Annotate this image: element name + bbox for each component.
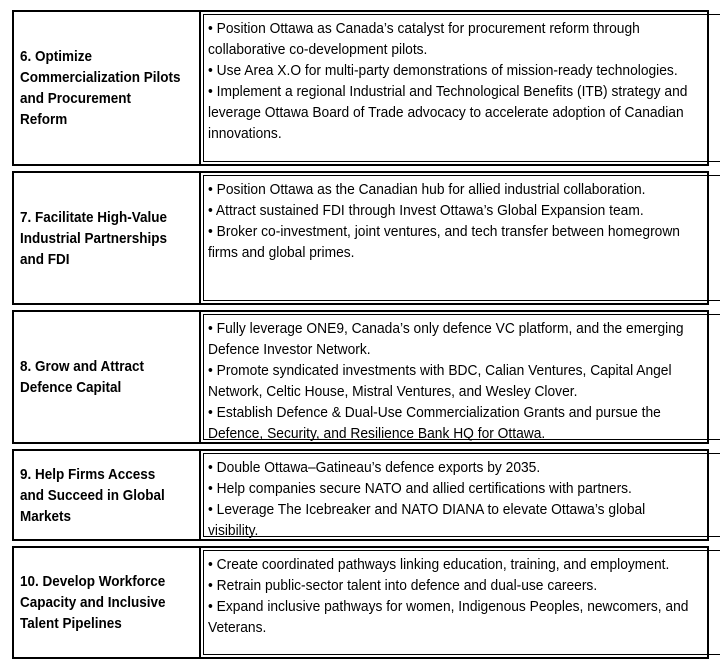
bullet-item: • Implement a regional Industrial and Technological Benefits (ITB) strategy and leverage Ottawa Board of Trade advocacy to accelerate adoption of Canadian innovations. — [208, 83, 688, 142]
row-title-cell — [14, 548, 201, 657]
bullet-item: • Leverage The Icebreaker and NATO DIANA to elevate Ottawa’s global visibility. — [208, 501, 646, 539]
row-bullets-cell — [203, 14, 720, 162]
bullet-item: • Retrain public-sector talent into defence and dual-use careers. — [208, 577, 598, 594]
row-bullets-cell — [203, 175, 720, 301]
row-bullets-cell — [203, 314, 720, 440]
row-title: 9. Help Firms Access and Succeed in Global Markets — [20, 465, 165, 525]
bullet-item: • Attract sustained FDI through Invest Ottawa’s Global Expansion team. — [208, 202, 644, 219]
bullet-item: • Position Ottawa as Canada’s catalyst for procurement reform through collaborative co-development pilots. — [208, 20, 640, 58]
bullet-item: • Create coordinated pathways linking education, training, and employment. — [208, 556, 670, 573]
bullet-item: • Expand inclusive pathways for women, Indigenous Peoples, newcomers, and Veterans. — [208, 598, 689, 636]
row-title: 7. Facilitate High-Value Industrial Partnerships and FDI — [20, 208, 168, 268]
row-title-cell — [14, 173, 201, 303]
bullet-item: • Fully leverage ONE9, Canada’s only defence VC platform, and the emerging Defence Investor Network. — [208, 320, 684, 358]
row-title-cell — [14, 12, 201, 164]
table-row — [12, 449, 709, 541]
bullet-item: • Position Ottawa as the Canadian hub for allied industrial collaboration. — [208, 181, 646, 198]
bullet-item: • Double Ottawa–Gatineau’s defence exports by 2035. — [208, 459, 541, 476]
table-row — [12, 10, 709, 166]
row-bullets-cell — [203, 453, 720, 537]
bullet-item: • Establish Defence & Dual-Use Commercialization Grants and pursue the Defence, Security, and Resilience Bank HQ for Ottawa. — [208, 404, 661, 442]
row-title: 10. Develop Workforce Capacity and Inclusive Talent Pipelines — [20, 573, 166, 632]
row-title: 8. Grow and Attract Defence Capital — [20, 358, 145, 396]
row-title-cell — [14, 312, 201, 442]
bullet-item: • Help companies secure NATO and allied certifications with partners. — [208, 480, 632, 497]
table-row — [12, 171, 709, 305]
row-title: 6. Optimize Commercialization Pilots and Procurement Reform — [20, 48, 181, 128]
table-row — [12, 310, 709, 444]
bullet-item: • Broker co-investment, joint ventures, and tech transfer between homegrown firms and global primes. — [208, 223, 680, 261]
row-title-cell — [14, 451, 201, 539]
bullet-item: • Promote syndicated investments with BDC, Calian Ventures, Capital Angel Network, Celtic House, Mistral Ventures, and Wesley Clover. — [208, 362, 672, 400]
priorities-table — [12, 10, 709, 664]
row-bullets-cell — [203, 550, 720, 655]
bullet-item: • Use Area X.O for multi-party demonstrations of mission-ready technologies. — [208, 62, 678, 79]
table-row — [12, 546, 709, 659]
